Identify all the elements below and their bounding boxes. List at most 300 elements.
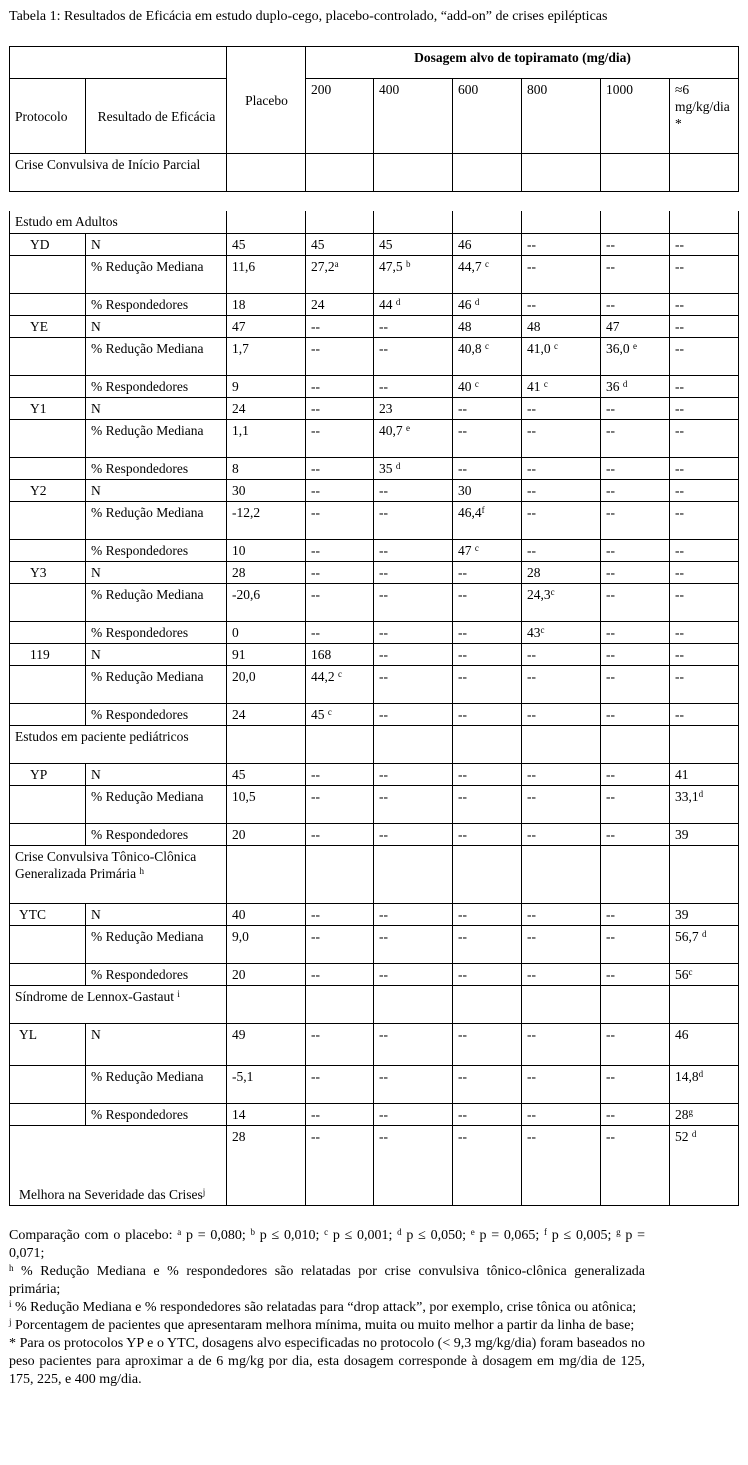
cell-value: -- bbox=[527, 906, 537, 922]
cell-value: -- bbox=[606, 668, 616, 684]
protocol-cell bbox=[10, 665, 86, 703]
footnote-text: p ≤ 0,001; bbox=[328, 1228, 398, 1243]
protocol-cell bbox=[10, 583, 86, 621]
cell-value: -- bbox=[675, 504, 685, 520]
cell-value: -- bbox=[527, 504, 537, 520]
footnote-marker: c bbox=[474, 378, 479, 389]
cell-value: -- bbox=[606, 1128, 616, 1144]
placebo-value bbox=[227, 785, 306, 823]
dosage-header: Dosagem alvo de topiramato (mg/dia) bbox=[306, 47, 739, 79]
cell-value: -- bbox=[311, 1106, 321, 1122]
cell-value: -- bbox=[458, 400, 468, 416]
table-caption: Tabela 1: Resultados de Eficácia em estudo duplo-cego, placebo-controlado, “add-on” de crises epilépticas bbox=[9, 9, 608, 24]
protocol-cell bbox=[10, 375, 86, 397]
dose-value bbox=[374, 823, 453, 845]
cell-value: -- bbox=[606, 422, 616, 438]
dose-value bbox=[522, 1125, 601, 1205]
dose-value bbox=[306, 1125, 374, 1205]
table-row bbox=[10, 845, 739, 903]
cell-value: -- bbox=[527, 668, 537, 684]
dose-value bbox=[374, 703, 453, 725]
dose-value bbox=[601, 539, 670, 561]
measure-cell: N bbox=[86, 643, 227, 665]
measure-cell: N bbox=[86, 561, 227, 583]
dose-value bbox=[453, 1023, 522, 1065]
cell-value: -- bbox=[527, 646, 537, 662]
placebo-value bbox=[227, 337, 306, 375]
placebo-value bbox=[227, 1023, 306, 1065]
dose-value bbox=[374, 315, 453, 337]
dose-value bbox=[522, 561, 601, 583]
dose-header: 1000 bbox=[601, 79, 670, 154]
placebo-value bbox=[227, 315, 306, 337]
cell-value: -- bbox=[458, 706, 468, 722]
dose-value bbox=[522, 903, 601, 925]
dose-value bbox=[453, 561, 522, 583]
placebo-value bbox=[227, 621, 306, 643]
cell-value: -- bbox=[606, 460, 616, 476]
dose-value bbox=[453, 457, 522, 479]
protocol-cell bbox=[10, 337, 86, 375]
cell-value: -- bbox=[379, 564, 389, 580]
measure-cell: N bbox=[86, 479, 227, 501]
dose-value bbox=[670, 501, 739, 539]
cell-value: -- bbox=[527, 788, 537, 804]
measure-cell: % Redução Mediana bbox=[86, 1065, 227, 1103]
cell-value: 39 bbox=[675, 906, 689, 922]
dose-value bbox=[601, 233, 670, 255]
cell-value: -- bbox=[527, 966, 537, 982]
empty-cell bbox=[522, 985, 601, 1023]
cell-value: 14 bbox=[232, 1106, 246, 1122]
cell-value: -- bbox=[606, 788, 616, 804]
cell-value: -- bbox=[379, 668, 389, 684]
cell-value: -- bbox=[458, 906, 468, 922]
cell-value: -- bbox=[311, 928, 321, 944]
measure-cell: % Redução Mediana bbox=[86, 665, 227, 703]
dose-value bbox=[522, 621, 601, 643]
cell-value: 10,5 bbox=[232, 788, 256, 804]
dose-value bbox=[453, 1125, 522, 1205]
cell-value: 52 bbox=[675, 1128, 692, 1144]
cell-value: 28 bbox=[527, 564, 541, 580]
cell-value: 14,8 bbox=[675, 1068, 699, 1084]
cell-value: -- bbox=[379, 504, 389, 520]
table-row bbox=[10, 211, 739, 233]
cell-value: 45 bbox=[311, 706, 328, 722]
dose-value bbox=[453, 479, 522, 501]
dose-value bbox=[601, 925, 670, 963]
cell-value: 20 bbox=[232, 966, 246, 982]
dose-value bbox=[374, 621, 453, 643]
measure-cell: % Respondedores bbox=[86, 963, 227, 985]
dose-value bbox=[522, 397, 601, 419]
cell-value: -- bbox=[606, 1106, 616, 1122]
table-row bbox=[10, 703, 739, 725]
dose-value bbox=[374, 1023, 453, 1065]
cell-value: 44,7 bbox=[458, 258, 486, 274]
table-row bbox=[10, 315, 739, 337]
dose-value bbox=[522, 293, 601, 315]
footnote-marker: i bbox=[9, 1299, 12, 1309]
dose-value bbox=[522, 337, 601, 375]
protocol-cell bbox=[10, 457, 86, 479]
footnote-marker: d bbox=[702, 928, 707, 939]
dose-value bbox=[670, 903, 739, 925]
dose-value bbox=[306, 561, 374, 583]
placebo-value bbox=[227, 293, 306, 315]
cell-value: -- bbox=[606, 482, 616, 498]
cell-value: -- bbox=[458, 1026, 468, 1042]
empty-cell bbox=[453, 845, 522, 903]
cell-value: -- bbox=[458, 460, 468, 476]
empty-cell bbox=[227, 985, 306, 1023]
cell-value: -- bbox=[606, 906, 616, 922]
dose-value bbox=[601, 375, 670, 397]
section-text: Crise Convulsiva Tônico-Clônica Generalizada Primária bbox=[15, 848, 197, 881]
empty-cell bbox=[306, 725, 374, 763]
cell-value: -- bbox=[379, 706, 389, 722]
protocol-cell bbox=[10, 703, 86, 725]
dose-header: 600 bbox=[453, 79, 522, 154]
footnote-marker: j bbox=[202, 1186, 206, 1197]
dose-value bbox=[522, 315, 601, 337]
dose-value bbox=[374, 583, 453, 621]
footnote-text: p = 0,080; bbox=[181, 1228, 251, 1243]
footnote-marker: c bbox=[474, 542, 479, 553]
placebo-value bbox=[227, 963, 306, 985]
cell-value: 45 bbox=[379, 236, 393, 252]
cell-value: -- bbox=[311, 400, 321, 416]
dose-value bbox=[522, 457, 601, 479]
dose-value bbox=[670, 621, 739, 643]
empty-cell bbox=[453, 154, 522, 192]
cell-value: 30 bbox=[232, 482, 246, 498]
dose-value bbox=[374, 1125, 453, 1205]
cell-value: -- bbox=[311, 788, 321, 804]
empty-cell bbox=[306, 154, 374, 192]
cell-value: 56 bbox=[675, 966, 689, 982]
dose-value bbox=[374, 457, 453, 479]
cell-value: 46 bbox=[675, 1026, 689, 1042]
cell-value: -20,6 bbox=[232, 586, 261, 602]
dose-value bbox=[306, 539, 374, 561]
dose-value bbox=[670, 925, 739, 963]
empty-cell bbox=[601, 985, 670, 1023]
dose-value bbox=[453, 703, 522, 725]
cell-value: -- bbox=[527, 460, 537, 476]
dose-value bbox=[670, 1065, 739, 1103]
cell-value: -- bbox=[458, 586, 468, 602]
cell-value: 9,0 bbox=[232, 928, 249, 944]
cell-value: 44 bbox=[379, 296, 396, 312]
section-text: Estudo em Adultos bbox=[15, 214, 118, 229]
cell-value: -- bbox=[311, 766, 321, 782]
cell-value: 40 bbox=[458, 378, 475, 394]
dose-value bbox=[670, 703, 739, 725]
table-row bbox=[10, 337, 739, 375]
placebo-value bbox=[227, 397, 306, 419]
placebo-value bbox=[227, 457, 306, 479]
cell-value: 46 bbox=[458, 296, 475, 312]
placebo-value bbox=[227, 255, 306, 293]
measure-cell: % Redução Mediana bbox=[86, 925, 227, 963]
protocol-cell: Y3 bbox=[10, 561, 86, 583]
placebo-value bbox=[227, 539, 306, 561]
measure-cell: % Redução Mediana bbox=[86, 583, 227, 621]
dose-header: 200 bbox=[306, 79, 374, 154]
cell-value: -- bbox=[311, 564, 321, 580]
cell-value: -- bbox=[458, 668, 468, 684]
protocol-cell bbox=[10, 1103, 86, 1125]
footnote-marker: d bbox=[474, 296, 480, 307]
cell-value: -- bbox=[311, 1026, 321, 1042]
footnote-marker: f bbox=[544, 1227, 548, 1237]
protocol-cell bbox=[10, 621, 86, 643]
dose-value bbox=[601, 293, 670, 315]
dose-value bbox=[601, 583, 670, 621]
dose-value bbox=[522, 1023, 601, 1065]
table-row bbox=[10, 583, 739, 621]
dose-value bbox=[306, 703, 374, 725]
cell-value: -- bbox=[675, 236, 685, 252]
cell-value: -- bbox=[311, 906, 321, 922]
placebo-value bbox=[227, 1065, 306, 1103]
severity-text: Melhora na Severidade das Crises bbox=[19, 1186, 203, 1202]
cell-value: 41 bbox=[527, 378, 544, 394]
cell-value: 8 bbox=[232, 460, 239, 476]
cell-value: -- bbox=[675, 624, 685, 640]
dose-value bbox=[374, 1065, 453, 1103]
empty-cell bbox=[670, 985, 739, 1023]
cell-value: -- bbox=[606, 766, 616, 782]
cell-value: -- bbox=[606, 1068, 616, 1084]
table-row bbox=[10, 293, 739, 315]
cell-value: -- bbox=[675, 318, 685, 334]
dose-value bbox=[306, 1103, 374, 1125]
cell-value: -- bbox=[458, 788, 468, 804]
cell-value: 40,8 bbox=[458, 340, 486, 356]
dose-value bbox=[601, 561, 670, 583]
dose-value bbox=[601, 665, 670, 703]
section-label bbox=[10, 985, 227, 1023]
dose-value bbox=[522, 583, 601, 621]
dose-value bbox=[670, 337, 739, 375]
footnote-marker: a bbox=[177, 1227, 182, 1237]
placebo-value bbox=[227, 823, 306, 845]
section-label bbox=[10, 211, 227, 233]
cell-value: -- bbox=[527, 1026, 537, 1042]
dose-value bbox=[601, 397, 670, 419]
cell-value: -- bbox=[458, 564, 468, 580]
cell-value: -- bbox=[458, 826, 468, 842]
cell-value: -- bbox=[379, 1106, 389, 1122]
dose-value bbox=[453, 315, 522, 337]
cell-value: -- bbox=[606, 928, 616, 944]
dose-header: ≈6 mg/kg/dia * bbox=[670, 79, 739, 154]
placebo-value bbox=[227, 1103, 306, 1125]
table-row bbox=[10, 785, 739, 823]
cell-value: -- bbox=[379, 1068, 389, 1084]
footnote-marker: h bbox=[139, 865, 144, 876]
dose-value bbox=[453, 583, 522, 621]
dose-value bbox=[306, 233, 374, 255]
cell-value: -- bbox=[675, 258, 685, 274]
dose-value bbox=[522, 703, 601, 725]
footnote-text: p = 0,071; bbox=[9, 1228, 645, 1261]
cell-value: -- bbox=[606, 236, 616, 252]
cell-value: -5,1 bbox=[232, 1068, 254, 1084]
empty-cell bbox=[306, 845, 374, 903]
empty-cell bbox=[522, 845, 601, 903]
cell-value: -- bbox=[458, 1128, 468, 1144]
dose-value bbox=[306, 583, 374, 621]
dose-value bbox=[453, 233, 522, 255]
empty-cell bbox=[227, 725, 306, 763]
cell-value: -- bbox=[379, 624, 389, 640]
cell-value: -- bbox=[311, 586, 321, 602]
footnote-marker: d bbox=[395, 296, 401, 307]
empty-cell bbox=[601, 845, 670, 903]
cell-value: -- bbox=[527, 258, 537, 274]
table-row bbox=[10, 1125, 739, 1205]
dose-value bbox=[670, 561, 739, 583]
measure-cell: % Respondedores bbox=[86, 457, 227, 479]
protocol-cell bbox=[10, 925, 86, 963]
dose-value bbox=[670, 1023, 739, 1065]
cell-value: -- bbox=[311, 966, 321, 982]
cell-value: 40,7 bbox=[379, 422, 407, 438]
dose-value bbox=[374, 1103, 453, 1125]
placebo-value bbox=[227, 925, 306, 963]
dose-value bbox=[306, 823, 374, 845]
cell-value: -- bbox=[379, 906, 389, 922]
dose-value bbox=[670, 665, 739, 703]
dose-value bbox=[453, 925, 522, 963]
cell-value: 47 bbox=[606, 318, 620, 334]
cell-value: -- bbox=[379, 318, 389, 334]
measure-cell: % Redução Mediana bbox=[86, 501, 227, 539]
empty-cell bbox=[306, 211, 374, 233]
section-label: Crise Convulsiva de Início Parcial bbox=[10, 154, 227, 192]
table-row bbox=[10, 233, 739, 255]
dose-value bbox=[601, 1023, 670, 1065]
measure-cell: N bbox=[86, 903, 227, 925]
cell-value: 24 bbox=[232, 706, 246, 722]
empty-cell bbox=[453, 725, 522, 763]
cell-value: -- bbox=[379, 646, 389, 662]
cell-value: -- bbox=[311, 504, 321, 520]
footnote-marker: c bbox=[338, 668, 343, 679]
measure-cell: % Redução Mediana bbox=[86, 785, 227, 823]
dose-value bbox=[601, 1125, 670, 1205]
footnote-pvalues bbox=[9, 1227, 645, 1263]
table-row bbox=[10, 397, 739, 419]
measure-cell: % Redução Mediana bbox=[86, 337, 227, 375]
footnote-text: p ≤ 0,005; bbox=[547, 1228, 617, 1243]
protocol-cell: YTC bbox=[10, 903, 86, 925]
dose-value bbox=[522, 763, 601, 785]
cell-value: -- bbox=[675, 422, 685, 438]
placebo-value bbox=[227, 419, 306, 457]
cell-value: -- bbox=[458, 422, 468, 438]
blank-header-cell bbox=[10, 47, 227, 79]
cell-value: -- bbox=[527, 400, 537, 416]
dose-value bbox=[306, 925, 374, 963]
dose-value bbox=[601, 621, 670, 643]
table-row bbox=[10, 643, 739, 665]
dose-value bbox=[601, 963, 670, 985]
dose-header: 800 bbox=[522, 79, 601, 154]
cell-value: 49 bbox=[232, 1026, 246, 1042]
footnote-marker: d bbox=[691, 1128, 697, 1139]
cell-value: 24 bbox=[311, 296, 325, 312]
cell-value: -- bbox=[379, 482, 389, 498]
dose-value bbox=[306, 501, 374, 539]
dose-value bbox=[670, 419, 739, 457]
cell-value: -- bbox=[311, 542, 321, 558]
protocol-cell bbox=[10, 823, 86, 845]
dose-value bbox=[601, 315, 670, 337]
severity-label bbox=[10, 1125, 227, 1205]
footnote-marker: e bbox=[470, 1227, 475, 1237]
efficacy-table-header bbox=[9, 46, 739, 192]
cell-value: -- bbox=[458, 1068, 468, 1084]
empty-cell bbox=[453, 211, 522, 233]
dose-value bbox=[601, 255, 670, 293]
placebo-value bbox=[227, 763, 306, 785]
cell-value: 91 bbox=[232, 646, 246, 662]
dose-value bbox=[670, 583, 739, 621]
dose-value bbox=[374, 397, 453, 419]
empty-cell bbox=[374, 211, 453, 233]
table-row bbox=[10, 621, 739, 643]
cell-value: 35 bbox=[379, 460, 396, 476]
cell-value: -- bbox=[527, 706, 537, 722]
dose-value bbox=[453, 903, 522, 925]
cell-value: -- bbox=[527, 928, 537, 944]
footnote-marker: c bbox=[324, 1227, 329, 1237]
empty-cell bbox=[374, 725, 453, 763]
placebo-value bbox=[227, 233, 306, 255]
dose-value bbox=[601, 457, 670, 479]
footnote-marker: d bbox=[397, 1227, 402, 1237]
cell-value: 0 bbox=[232, 624, 239, 640]
protocol-cell: YE bbox=[10, 315, 86, 337]
empty-cell bbox=[522, 211, 601, 233]
empty-cell bbox=[522, 725, 601, 763]
cell-value: -- bbox=[675, 296, 685, 312]
cell-value: 44,2 bbox=[311, 668, 339, 684]
cell-value: -- bbox=[606, 504, 616, 520]
measure-cell: % Respondedores bbox=[86, 375, 227, 397]
footnote-marker: c bbox=[550, 586, 555, 597]
measure-cell: % Respondedores bbox=[86, 703, 227, 725]
protocol-cell: Y1 bbox=[10, 397, 86, 419]
empty-cell bbox=[670, 211, 739, 233]
footnote-marker: c bbox=[485, 340, 490, 351]
dose-value bbox=[601, 337, 670, 375]
cell-value: 41 bbox=[675, 766, 689, 782]
cell-value: 28 bbox=[232, 564, 246, 580]
dose-value bbox=[453, 397, 522, 419]
dose-value bbox=[601, 479, 670, 501]
footnote-marker: d bbox=[698, 1068, 704, 1079]
cell-value: -- bbox=[675, 482, 685, 498]
dose-value bbox=[374, 255, 453, 293]
cell-value: -- bbox=[311, 422, 321, 438]
cell-value: -- bbox=[379, 1128, 389, 1144]
